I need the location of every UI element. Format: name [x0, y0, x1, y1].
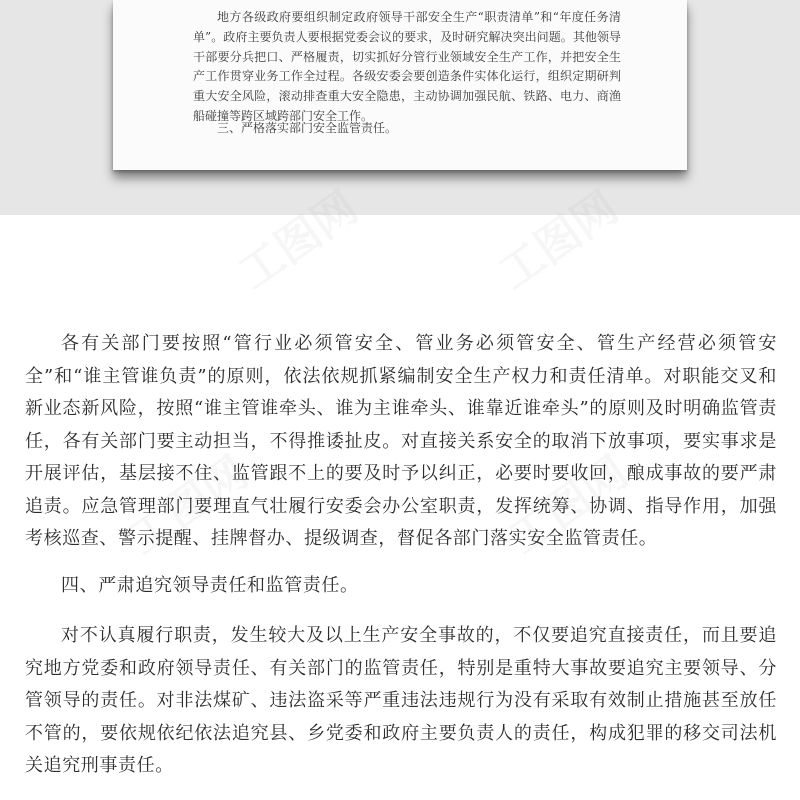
watermark: 工图网 [489, 181, 628, 300]
article-paragraph: 各有关部门要按照“管行业必须管安全、管业务必须管安全、管生产经营必须管安全”和“谁主管谁负责”的原则，依法依规抓紧编制安全生产权力和责任清单。对职能交叉和新业态新风险，按照“谁主管谁牵头、谁为主谁牵头、谁靠近谁牵头”的原则及时明确监管责任，各有关部门要主动担当，不得推诿扯皮。对直接关系安全的取消下放事项，要实事求是开展评估，基层接不住、监管跟不上的要及时予以纠正，必要时要收回，酿成事故的要严肃追责。应急管理部门要理直气壮履行安委会办公室职责，发挥统筹、协调、指导作用，加强考核巡查、警示提醒、挂牌督办、提级调查，督促各部门落实安全监管责任。 [25, 333, 777, 549]
watermark: 工图网 [499, 446, 638, 565]
document-image-paragraph: 地方各级政府要组织制定政府领导干部安全生产“职责清单”和“年度任务清单”。政府主要负责人要根据党委会议的要求，及时研究解决突出问题。其他领导干部要分兵把口、严格履责，切实抓好分管行业领域安全生产工作，并把安全生产工作贯穿业务工作全过程。各级安委会要创造条件实体化运行，组织定期研判重大安全风险，滚动排查重大安全隐患，主动协调加强民航、铁路、电力、商渔船碰撞等跨区域跨部门安全工作。 [193, 10, 621, 123]
article-paragraph: 对不认真履行职责，发生较大及以上生产安全事故的，不仅要追究直接责任，而且要追究地方党委和政府领导责任、有关部门的监管责任，特别是重特大事故要追究主要领导、分管领导的责任。对非法煤矿、违法盗采等严重违法违规行为没有采取有效制止措施甚至放任不管的，要依规依纪依法追究县、乡党委和政府主要负责人的责任，构成犯罪的移交司法机关追究刑事责任。 [25, 625, 777, 776]
watermark: 工图网 [119, 446, 258, 565]
section-heading: 四、严肃追究领导责任和监管责任。 [61, 574, 359, 596]
document-image [113, 0, 687, 170]
document-image-heading: 三、严格落实部门安全监管责任。 [217, 121, 398, 135]
watermark: 工图网 [229, 181, 368, 300]
article-body [25, 328, 777, 783]
